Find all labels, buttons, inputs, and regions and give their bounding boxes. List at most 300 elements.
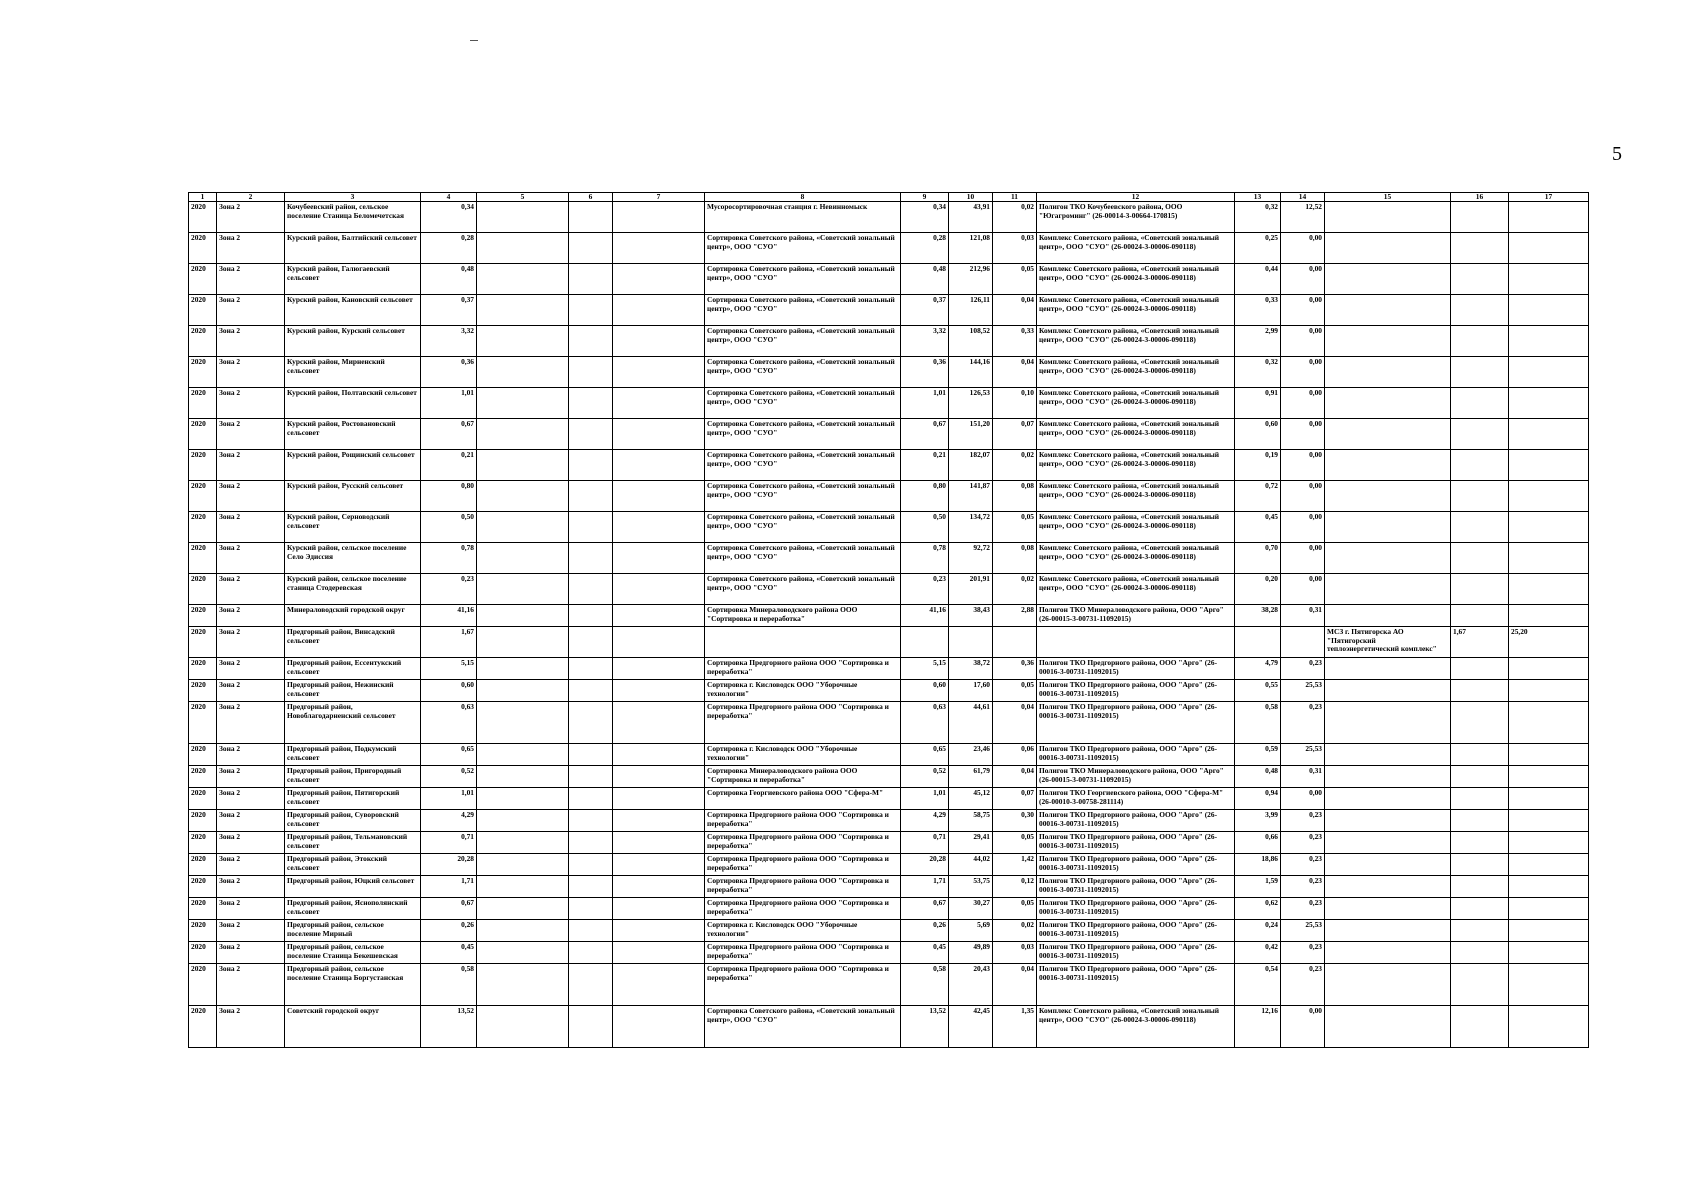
cell-col-6 [569,326,613,357]
cell-col-8: Сортировка Предгорного района ООО "Сортировка и переработка" [705,942,901,964]
cell-col-5 [477,357,569,388]
cell-col-5 [477,574,569,605]
cell-col-8: Сортировка Предгорного района ООО "Сортировка и переработка" [705,964,901,1006]
cell-col-14: 12,52 [1281,202,1325,233]
cell-col-15 [1325,964,1451,1006]
cell-col-1: 2020 [189,702,217,744]
table-row [189,658,1589,680]
cell-col-2: Зона 2 [217,766,285,788]
cell-col-5 [477,920,569,942]
cell-col-8: Сортировка Советского района, «Советский зональный центр», ООО "СУО" [705,450,901,481]
cell-col-6 [569,419,613,450]
scan-speck [470,40,478,41]
cell-col-4: 1,01 [421,388,477,419]
column-number-1: 1 [189,193,217,202]
cell-col-15 [1325,543,1451,574]
cell-col-14: 0,23 [1281,898,1325,920]
cell-col-1: 2020 [189,832,217,854]
cell-col-11: 0,04 [993,766,1037,788]
cell-col-2: Зона 2 [217,876,285,898]
cell-col-4: 0,26 [421,920,477,942]
cell-col-10 [949,627,993,658]
cell-col-7 [613,574,705,605]
cell-col-15 [1325,766,1451,788]
cell-col-10: 23,46 [949,744,993,766]
cell-col-6 [569,744,613,766]
cell-col-1: 2020 [189,766,217,788]
cell-col-10: 44,61 [949,702,993,744]
cell-col-8: Сортировка Предгорного района ООО "Сортировка и переработка" [705,810,901,832]
cell-col-5 [477,942,569,964]
cell-col-17 [1509,202,1589,233]
cell-col-2: Зона 2 [217,264,285,295]
cell-col-7 [613,233,705,264]
cell-col-10: 134,72 [949,512,993,543]
cell-col-9: 0,58 [901,964,949,1006]
cell-col-15 [1325,264,1451,295]
cell-col-16 [1451,264,1509,295]
cell-col-4: 0,37 [421,295,477,326]
column-number-13: 13 [1235,193,1281,202]
cell-col-11: 0,33 [993,326,1037,357]
cell-col-16 [1451,419,1509,450]
cell-col-1: 2020 [189,574,217,605]
cell-col-4: 0,28 [421,233,477,264]
cell-col-14: 0,23 [1281,964,1325,1006]
cell-col-10: 144,16 [949,357,993,388]
cell-col-6 [569,942,613,964]
cell-col-1: 2020 [189,202,217,233]
cell-col-9: 0,78 [901,543,949,574]
cell-col-9: 13,52 [901,1006,949,1048]
cell-col-5 [477,512,569,543]
cell-col-7 [613,854,705,876]
cell-col-16 [1451,658,1509,680]
cell-col-4: 1,01 [421,788,477,810]
cell-col-4: 5,15 [421,658,477,680]
cell-col-16 [1451,326,1509,357]
cell-col-14: 0,00 [1281,574,1325,605]
cell-col-7 [613,627,705,658]
cell-col-9 [901,627,949,658]
cell-col-2: Зона 2 [217,898,285,920]
cell-col-15 [1325,388,1451,419]
cell-col-16 [1451,898,1509,920]
cell-col-14: 0,31 [1281,766,1325,788]
cell-col-14: 0,23 [1281,832,1325,854]
cell-col-6 [569,810,613,832]
cell-col-7 [613,388,705,419]
cell-col-16: 1,67 [1451,627,1509,658]
cell-col-17 [1509,702,1589,744]
cell-col-3: Предгорный район, Пригородный сельсовет [285,766,421,788]
cell-col-17 [1509,658,1589,680]
cell-col-1: 2020 [189,942,217,964]
table-row [189,854,1589,876]
cell-col-7 [613,202,705,233]
cell-col-1: 2020 [189,295,217,326]
cell-col-14: 0,23 [1281,658,1325,680]
cell-col-16 [1451,832,1509,854]
cell-col-11: 0,02 [993,450,1037,481]
cell-col-3: Минераловодский городской округ [285,605,421,627]
cell-col-4: 0,36 [421,357,477,388]
cell-col-11: 1,42 [993,854,1037,876]
cell-col-14: 0,00 [1281,419,1325,450]
cell-col-13: 0,44 [1235,264,1281,295]
cell-col-4: 0,58 [421,964,477,1006]
table-row [189,357,1589,388]
cell-col-7 [613,788,705,810]
cell-col-5 [477,233,569,264]
cell-col-13: 0,25 [1235,233,1281,264]
cell-col-4: 0,67 [421,898,477,920]
cell-col-8: Мусоросортировочная станция г. Невинномыск [705,202,901,233]
cell-col-7 [613,680,705,702]
cell-col-9: 3,32 [901,326,949,357]
cell-col-7 [613,419,705,450]
cell-col-10: 201,91 [949,574,993,605]
cell-col-5 [477,605,569,627]
cell-col-9: 0,60 [901,680,949,702]
cell-col-12: Полигон ТКО Предгорного района, ООО "Арго" (26-00016-3-00731-11092015) [1037,810,1235,832]
column-number-14: 14 [1281,193,1325,202]
cell-col-16 [1451,1006,1509,1048]
cell-col-9: 41,16 [901,605,949,627]
cell-col-6 [569,295,613,326]
cell-col-2: Зона 2 [217,920,285,942]
cell-col-9: 0,48 [901,264,949,295]
table-row [189,419,1589,450]
cell-col-9: 0,63 [901,702,949,744]
cell-col-7 [613,264,705,295]
cell-col-2: Зона 2 [217,810,285,832]
cell-col-17 [1509,898,1589,920]
cell-col-17 [1509,264,1589,295]
cell-col-15 [1325,898,1451,920]
cell-col-12 [1037,627,1235,658]
cell-col-10: 92,72 [949,543,993,574]
cell-col-6 [569,605,613,627]
cell-col-7 [613,481,705,512]
cell-col-13: 0,24 [1235,920,1281,942]
cell-col-16 [1451,766,1509,788]
table-row [189,450,1589,481]
cell-col-2: Зона 2 [217,1006,285,1048]
cell-col-16 [1451,481,1509,512]
cell-col-1: 2020 [189,964,217,1006]
cell-col-5 [477,680,569,702]
cell-col-1: 2020 [189,876,217,898]
cell-col-2: Зона 2 [217,964,285,1006]
column-number-2: 2 [217,193,285,202]
cell-col-3: Предгорный район, Суворовский сельсовет [285,810,421,832]
cell-col-6 [569,574,613,605]
cell-col-1: 2020 [189,854,217,876]
cell-col-17 [1509,876,1589,898]
cell-col-2: Зона 2 [217,326,285,357]
cell-col-5 [477,326,569,357]
cell-col-10: 20,43 [949,964,993,1006]
cell-col-17 [1509,295,1589,326]
cell-col-9: 1,71 [901,876,949,898]
cell-col-1: 2020 [189,680,217,702]
cell-col-5 [477,1006,569,1048]
cell-col-3: Курский район, Кановский сельсовет [285,295,421,326]
cell-col-1: 2020 [189,744,217,766]
cell-col-4: 0,34 [421,202,477,233]
cell-col-10: 126,53 [949,388,993,419]
cell-col-5 [477,450,569,481]
cell-col-14: 0,00 [1281,450,1325,481]
cell-col-13: 0,72 [1235,481,1281,512]
column-number-9: 9 [901,193,949,202]
cell-col-4: 0,21 [421,450,477,481]
cell-col-16 [1451,295,1509,326]
cell-col-7 [613,702,705,744]
cell-col-4: 41,16 [421,605,477,627]
cell-col-12: Полигон ТКО Предгорного района, ООО "Арго" (26-00016-3-00731-11092015) [1037,964,1235,1006]
cell-col-12: Комплекс Советского района, «Советский зональный центр», ООО "СУО" (26-00024-3-00006-090118) [1037,295,1235,326]
cell-col-8: Сортировка Предгорного района ООО "Сортировка и переработка" [705,832,901,854]
cell-col-17 [1509,810,1589,832]
cell-col-12: Полигон ТКО Предгорного района, ООО "Арго" (26-00016-3-00731-11092015) [1037,920,1235,942]
table-row [189,680,1589,702]
cell-col-14: 0,00 [1281,543,1325,574]
cell-col-12: Полигон ТКО Кочубеевского района, ООО "Югагроминг" (26-00014-3-00664-170815) [1037,202,1235,233]
column-number-7: 7 [613,193,705,202]
cell-col-5 [477,627,569,658]
cell-col-12: Полигон ТКО Предгорного района, ООО "Арго" (26-00016-3-00731-11092015) [1037,680,1235,702]
cell-col-4: 0,23 [421,574,477,605]
cell-col-13: 38,28 [1235,605,1281,627]
cell-col-16 [1451,574,1509,605]
cell-col-9: 0,34 [901,202,949,233]
cell-col-1: 2020 [189,788,217,810]
cell-col-6 [569,264,613,295]
cell-col-10: 58,75 [949,810,993,832]
cell-col-6 [569,357,613,388]
cell-col-10: 126,11 [949,295,993,326]
column-number-3: 3 [285,193,421,202]
cell-col-4: 0,52 [421,766,477,788]
cell-col-15 [1325,326,1451,357]
cell-col-4: 0,65 [421,744,477,766]
cell-col-8: Сортировка Советского района, «Советский зональный центр», ООО "СУО" [705,388,901,419]
cell-col-12: Полигон ТКО Предгорного района, ООО "Арго" (26-00016-3-00731-11092015) [1037,702,1235,744]
cell-col-12: Комплекс Советского района, «Советский зональный центр», ООО "СУО" (26-00024-3-00006-090118) [1037,543,1235,574]
cell-col-2: Зона 2 [217,942,285,964]
cell-col-14: 0,23 [1281,702,1325,744]
cell-col-7 [613,605,705,627]
cell-col-11: 0,04 [993,964,1037,1006]
cell-col-13: 3,99 [1235,810,1281,832]
cell-col-10: 49,89 [949,942,993,964]
cell-col-3: Предгорный район, сельское поселение Мирный [285,920,421,942]
cell-col-15 [1325,920,1451,942]
cell-col-5 [477,264,569,295]
cell-col-8: Сортировка Советского района, «Советский зональный центр», ООО "СУО" [705,543,901,574]
cell-col-13: 0,59 [1235,744,1281,766]
cell-col-2: Зона 2 [217,832,285,854]
cell-col-4: 13,52 [421,1006,477,1048]
cell-col-16 [1451,233,1509,264]
cell-col-5 [477,854,569,876]
cell-col-2: Зона 2 [217,357,285,388]
cell-col-1: 2020 [189,920,217,942]
cell-col-15 [1325,788,1451,810]
cell-col-6 [569,512,613,543]
cell-col-15 [1325,658,1451,680]
table-row [189,233,1589,264]
cell-col-14: 0,23 [1281,942,1325,964]
cell-col-14: 0,00 [1281,512,1325,543]
cell-col-17 [1509,605,1589,627]
cell-col-5 [477,766,569,788]
cell-col-8: Сортировка Предгорного района ООО "Сортировка и переработка" [705,898,901,920]
cell-col-16 [1451,964,1509,1006]
column-number-5: 5 [477,193,569,202]
cell-col-10: 121,08 [949,233,993,264]
cell-col-17 [1509,854,1589,876]
cell-col-2: Зона 2 [217,233,285,264]
cell-col-1: 2020 [189,658,217,680]
table-row [189,388,1589,419]
cell-col-17 [1509,233,1589,264]
cell-col-9: 20,28 [901,854,949,876]
waste-flow-table [188,192,1589,1048]
cell-col-9: 1,01 [901,388,949,419]
cell-col-1: 2020 [189,450,217,481]
cell-col-8: Сортировка Советского района, «Советский зональный центр», ООО "СУО" [705,419,901,450]
cell-col-11: 0,08 [993,543,1037,574]
cell-col-5 [477,964,569,1006]
cell-col-6 [569,543,613,574]
cell-col-4: 1,67 [421,627,477,658]
cell-col-16 [1451,810,1509,832]
cell-col-2: Зона 2 [217,481,285,512]
cell-col-5 [477,744,569,766]
cell-col-5 [477,658,569,680]
cell-col-7 [613,832,705,854]
cell-col-17 [1509,964,1589,1006]
cell-col-10: 212,96 [949,264,993,295]
table-row [189,1006,1589,1048]
cell-col-10: 43,91 [949,202,993,233]
table-row [189,605,1589,627]
cell-col-12: Полигон ТКО Георгиевского района, ООО "Сфера-М" (26-00010-3-00758-281114) [1037,788,1235,810]
cell-col-8: Сортировка Советского района, «Советский зональный центр», ООО "СУО" [705,574,901,605]
cell-col-8: Сортировка Советского района, «Советский зональный центр», ООО "СУО" [705,295,901,326]
cell-col-6 [569,876,613,898]
cell-col-16 [1451,920,1509,942]
cell-col-3: Предгорный район, Нежинский сельсовет [285,680,421,702]
cell-col-16 [1451,942,1509,964]
cell-col-13: 0,58 [1235,702,1281,744]
cell-col-4: 0,45 [421,942,477,964]
column-number-10: 10 [949,193,993,202]
cell-col-10: 17,60 [949,680,993,702]
cell-col-11: 0,06 [993,744,1037,766]
cell-col-1: 2020 [189,419,217,450]
cell-col-13: 1,59 [1235,876,1281,898]
cell-col-12: Комплекс Советского района, «Советский зональный центр», ООО "СУО" (26-00024-3-00006-090118) [1037,264,1235,295]
cell-col-6 [569,832,613,854]
cell-col-3: Предгорный район, сельское поселение Станица Боргустанская [285,964,421,1006]
cell-col-2: Зона 2 [217,419,285,450]
cell-col-3: Предгорный район, Винсадский сельсовет [285,627,421,658]
cell-col-7 [613,1006,705,1048]
cell-col-6 [569,388,613,419]
table-row [189,942,1589,964]
cell-col-15 [1325,450,1451,481]
cell-col-11: 0,02 [993,574,1037,605]
cell-col-10: 29,41 [949,832,993,854]
cell-col-11: 0,07 [993,788,1037,810]
cell-col-15 [1325,233,1451,264]
cell-col-10: 61,79 [949,766,993,788]
cell-col-14: 0,00 [1281,1006,1325,1048]
cell-col-7 [613,810,705,832]
cell-col-15 [1325,357,1451,388]
cell-col-11: 0,04 [993,702,1037,744]
cell-col-8: Сортировка Советского района, «Советский зональный центр», ООО "СУО" [705,233,901,264]
cell-col-5 [477,481,569,512]
cell-col-17 [1509,574,1589,605]
cell-col-2: Зона 2 [217,202,285,233]
table-row [189,627,1589,658]
cell-col-3: Курский район, Галюгаевский сельсовет [285,264,421,295]
cell-col-14: 0,00 [1281,357,1325,388]
cell-col-10: 141,87 [949,481,993,512]
cell-col-12: Комплекс Советского района, «Советский зональный центр», ООО "СУО" (26-00024-3-00006-090118) [1037,450,1235,481]
table-row [189,264,1589,295]
cell-col-14: 25,53 [1281,920,1325,942]
cell-col-16 [1451,744,1509,766]
cell-col-1: 2020 [189,605,217,627]
cell-col-1: 2020 [189,1006,217,1048]
cell-col-10: 53,75 [949,876,993,898]
cell-col-8: Сортировка Советского района, «Советский зональный центр», ООО "СУО" [705,512,901,543]
cell-col-12: Полигон ТКО Предгорного района, ООО "Арго" (26-00016-3-00731-11092015) [1037,854,1235,876]
cell-col-2: Зона 2 [217,680,285,702]
cell-col-5 [477,543,569,574]
table-row [189,295,1589,326]
cell-col-3: Предгорный район, Этокский сельсовет [285,854,421,876]
cell-col-5 [477,295,569,326]
cell-col-3: Курский район, Рощинский сельсовет [285,450,421,481]
cell-col-15 [1325,512,1451,543]
cell-col-13: 0,48 [1235,766,1281,788]
cell-col-15: МСЗ г. Пятигорска АО "Пятигорский теплоэнергетический комплекс" [1325,627,1451,658]
cell-col-7 [613,450,705,481]
cell-col-3: Курский район, сельское поселение станица Стодеревская [285,574,421,605]
cell-col-7 [613,744,705,766]
cell-col-15 [1325,419,1451,450]
cell-col-10: 38,43 [949,605,993,627]
cell-col-17 [1509,942,1589,964]
cell-col-12: Комплекс Советского района, «Советский зональный центр», ООО "СУО" (26-00024-3-00006-090118) [1037,419,1235,450]
cell-col-17 [1509,326,1589,357]
cell-col-14: 0,00 [1281,788,1325,810]
cell-col-15 [1325,744,1451,766]
cell-col-14 [1281,627,1325,658]
cell-col-9: 0,45 [901,942,949,964]
column-number-4: 4 [421,193,477,202]
cell-col-4: 0,80 [421,481,477,512]
cell-col-13: 12,16 [1235,1006,1281,1048]
cell-col-9: 0,67 [901,419,949,450]
